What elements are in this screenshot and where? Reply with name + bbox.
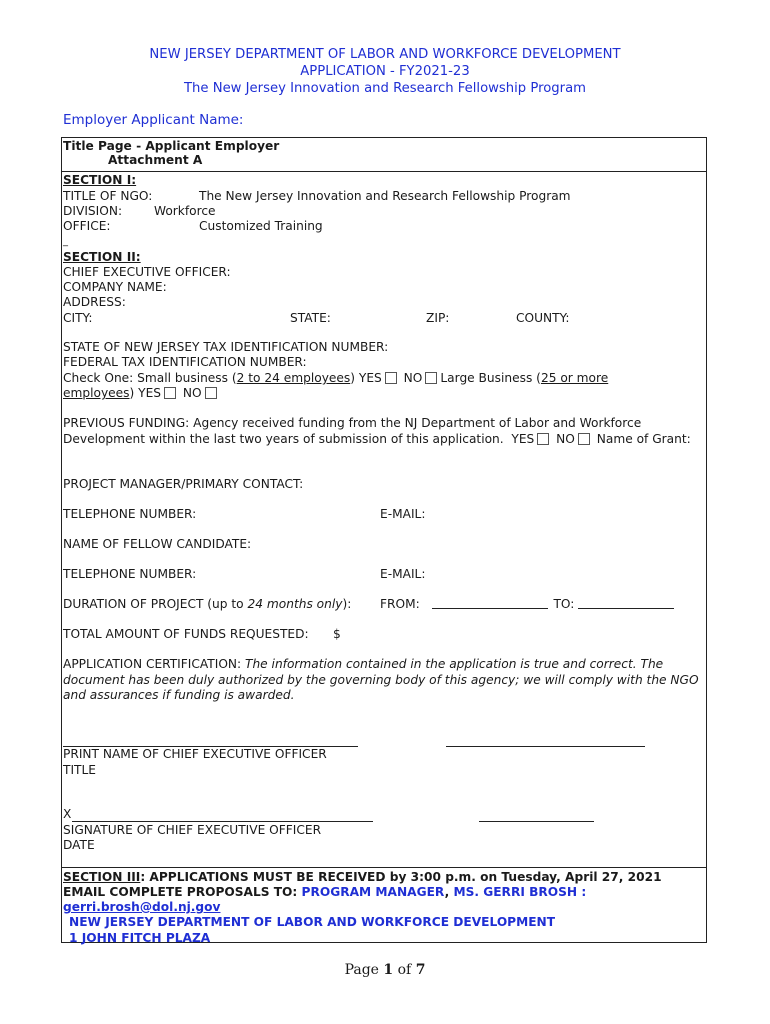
section3-divider bbox=[61, 867, 707, 868]
large-business-row: employees) YES NO bbox=[63, 386, 220, 400]
check-one-label: Check One: Small business ( bbox=[63, 371, 237, 385]
ngo-label: TITLE OF NGO: bbox=[63, 189, 153, 203]
page-number: Page 1 of 7 bbox=[344, 962, 426, 978]
project-manager-label: PROJECT MANAGER/PRIMARY CONTACT: bbox=[63, 477, 304, 491]
deadline-text: : APPLICATIONS MUST BE RECEIVED by 3:00 p.m. on Tuesday, April 27, 2021 bbox=[140, 870, 662, 884]
ceo-label: CHIEF EXECUTIVE OFFICER: bbox=[63, 265, 231, 279]
division-label: DIVISION: bbox=[63, 204, 123, 218]
employer-applicant-label: Employer Applicant Name: bbox=[63, 112, 244, 128]
small-no-label: NO bbox=[403, 371, 423, 385]
large-business-label: Large Business ( bbox=[440, 371, 541, 385]
state-label: STATE: bbox=[290, 311, 331, 325]
duration-label: DURATION OF PROJECT (up to 24 months only): bbox=[63, 597, 352, 611]
program-manager-label: PROGRAM MANAGER bbox=[301, 885, 445, 899]
large-yes-label: YES bbox=[138, 386, 162, 400]
county-label: COUNTY: bbox=[516, 311, 570, 325]
previous-funding-text: PREVIOUS FUNDING: Agency received funding from the NJ Department of Labor and Workforce Development within the last two years of submission of this application. bbox=[63, 416, 642, 446]
funds-requested-label: TOTAL AMOUNT OF FUNDS REQUESTED: bbox=[63, 627, 309, 641]
fellow-candidate-label: NAME OF FELLOW CANDIDATE: bbox=[63, 537, 252, 551]
duration-from bbox=[380, 597, 674, 611]
previous-funding-block bbox=[63, 416, 705, 447]
small-no-checkbox[interactable] bbox=[425, 372, 437, 384]
large-range-part1: 25 or more bbox=[540, 371, 609, 385]
funding-yes-label: YES bbox=[511, 431, 535, 446]
federal-tax-id-label: FEDERAL TAX IDENTIFICATION NUMBER: bbox=[63, 355, 307, 369]
funding-no-checkbox[interactable] bbox=[578, 433, 590, 445]
from-date-field[interactable] bbox=[432, 597, 548, 609]
business-size-row bbox=[63, 371, 608, 385]
duration-limit: 24 months only bbox=[247, 597, 343, 611]
name-of-grant-label: Name of Grant: bbox=[596, 431, 691, 446]
large-no-label: NO bbox=[182, 386, 202, 400]
certification-text: The information contained in the application is true and correct. The document has been duly authorized by the governing body of this agency; we will comply with the NGO and assurances if funding is awarded. bbox=[63, 657, 699, 702]
title-divider bbox=[61, 171, 707, 172]
to-label: TO: bbox=[553, 597, 575, 611]
print-name-label: PRINT NAME OF CHIEF EXECUTIVE OFFICER bbox=[63, 747, 327, 761]
department-address: 1 JOHN FITCH PLAZA bbox=[69, 931, 211, 945]
current-page: 1 bbox=[383, 962, 394, 978]
section1-heading: SECTION I: bbox=[63, 173, 137, 187]
small-range: 2 to 24 employees bbox=[236, 371, 351, 385]
large-yes-checkbox[interactable] bbox=[164, 387, 176, 399]
date-line[interactable] bbox=[479, 821, 594, 822]
office-label: OFFICE: bbox=[63, 219, 111, 233]
funding-no-label: NO bbox=[556, 431, 575, 446]
fellow-email-label: E-MAIL: bbox=[380, 567, 426, 581]
contact-name: MS. GERRI BROSH : bbox=[453, 885, 587, 899]
large-no-checkbox[interactable] bbox=[205, 387, 217, 399]
nj-tax-id-label: STATE OF NEW JERSEY TAX IDENTIFICATION NUMBER: bbox=[63, 340, 389, 354]
dollar-sign: $ bbox=[333, 627, 341, 641]
section2-heading: SECTION II: bbox=[63, 250, 141, 264]
signature-label: SIGNATURE OF CHIEF EXECUTIVE OFFICER bbox=[63, 823, 322, 837]
section3-heading: SECTION III bbox=[63, 870, 141, 884]
attachment-line: Attachment A bbox=[108, 153, 203, 167]
pm-telephone-label: TELEPHONE NUMBER: bbox=[63, 507, 197, 521]
signature-line[interactable] bbox=[72, 821, 373, 822]
date-label: DATE bbox=[63, 838, 95, 852]
header-application: APPLICATION - FY2021-23 bbox=[300, 64, 470, 79]
large-range-part2: employees bbox=[63, 386, 130, 400]
department-name: NEW JERSEY DEPARTMENT OF LABOR AND WORKFORCE DEVELOPMENT bbox=[69, 915, 556, 929]
small-yes-label: ) YES bbox=[350, 371, 382, 385]
address-label: ADDRESS: bbox=[63, 295, 126, 309]
certification-label: APPLICATION CERTIFICATION: bbox=[63, 657, 242, 671]
title-page-line: Title Page - Applicant Employer bbox=[63, 139, 280, 153]
ngo-value: The New Jersey Innovation and Research Fellowship Program bbox=[199, 189, 571, 203]
to-date-field[interactable] bbox=[578, 597, 674, 609]
small-yes-checkbox[interactable] bbox=[385, 372, 397, 384]
x-mark: X bbox=[63, 807, 72, 821]
zip-label: ZIP: bbox=[426, 311, 450, 325]
certification-block bbox=[63, 657, 705, 704]
title-line[interactable] bbox=[446, 746, 645, 747]
contact-email-link[interactable]: gerri.brosh@dol.nj.gov bbox=[63, 900, 221, 914]
division-value: Workforce bbox=[154, 204, 216, 218]
city-label: CITY: bbox=[63, 311, 93, 325]
section3-deadline bbox=[63, 870, 662, 884]
email-proposals-label: EMAIL COMPLETE PROPOSALS TO: bbox=[63, 885, 298, 899]
header-agency: NEW JERSEY DEPARTMENT OF LABOR AND WORKFORCE DEVELOPMENT bbox=[149, 47, 621, 62]
spacer-mark: _ bbox=[63, 236, 68, 247]
fellow-telephone-label: TELEPHONE NUMBER: bbox=[63, 567, 197, 581]
total-pages: 7 bbox=[415, 962, 426, 978]
from-label: FROM: bbox=[380, 597, 420, 611]
email-proposals-row: EMAIL COMPLETE PROPOSALS TO: PROGRAM MANAGER, MS. GERRI BROSH : bbox=[63, 885, 587, 899]
title-label: TITLE bbox=[63, 763, 96, 777]
company-name-label: COMPANY NAME: bbox=[63, 280, 167, 294]
office-value: Customized Training bbox=[199, 219, 323, 233]
funding-yes-checkbox[interactable] bbox=[537, 433, 549, 445]
header-program: The New Jersey Innovation and Research Fellowship Program bbox=[183, 81, 587, 96]
pm-email-label: E-MAIL: bbox=[380, 507, 426, 521]
